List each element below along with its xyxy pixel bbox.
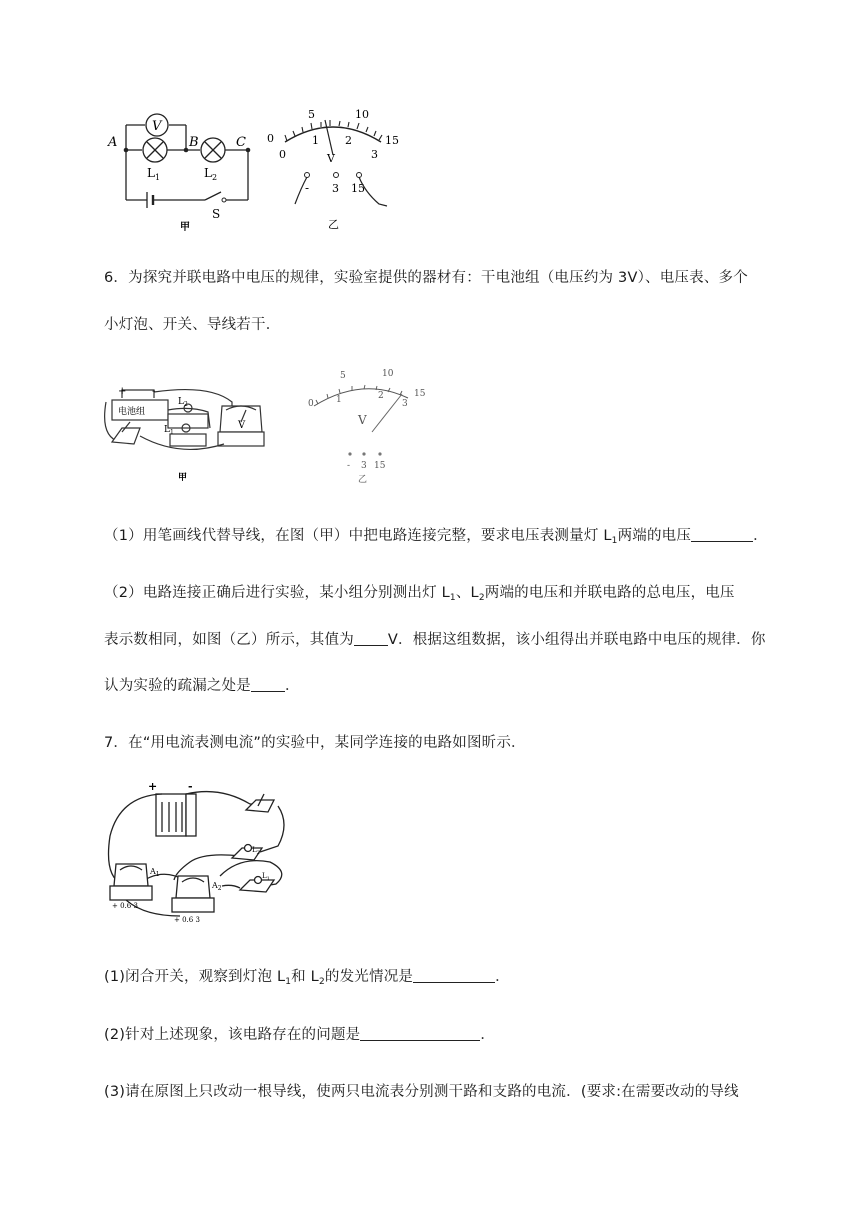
q7-ammeter-a1-label: $A_1$ [150, 867, 160, 878]
q6-caption-jia: 甲 [178, 473, 188, 483]
node-label-c: C [236, 135, 246, 150]
q7-intro: 7．在“用电流表测电流”的实验中，某同学连接的电路如图昕示． [104, 735, 526, 751]
q7-ammeter-a2-scale: + 0.6 3 [174, 916, 200, 924]
q7-circuit-photo [100, 776, 300, 926]
q6-terminal-15: 15 [374, 461, 386, 471]
voltmeter-symbol-label: V [152, 119, 162, 134]
lamp-l1-label: $L_1$ [147, 166, 161, 182]
lamp-l2-label: $L_2$ [204, 166, 218, 182]
q7-ammeter-a1-scale: + 0.6 3 [112, 902, 138, 910]
q6-intro-line2: 小灯泡、开关、导线若干． [104, 317, 281, 333]
dial-top-tick-5: 5 [308, 108, 315, 121]
switch-label: S [212, 207, 221, 221]
node-label-a: A [108, 135, 118, 150]
q7-lamp-l2-label: $L_2$ [252, 846, 260, 856]
q7-ammeter-a2-label: $A_2$ [212, 881, 222, 892]
terminal-15: 15 [351, 182, 365, 195]
q6-part1: （1）用笔画线代替导线，在图（甲）中把电路连接完整，要求电压表测量灯 $L_1$两端的电压 ． [104, 528, 768, 546]
caption-yi: 乙 [328, 218, 339, 231]
q6-dial-bottom-3: 3 [402, 399, 408, 409]
q7-battery-minus: - [188, 780, 193, 793]
q6-battery-plus: + [118, 386, 127, 397]
dial-unit-v: V [327, 152, 335, 165]
terminal-3: 3 [332, 182, 339, 195]
q7-part2: (2)针对上述现象，该电路存在的问题是 ． [104, 1027, 496, 1043]
q7-lamp-behavior-blank[interactable] [413, 968, 495, 983]
q6-dial-bottom-1: 1 [336, 395, 342, 405]
voltmeter-dial [267, 108, 399, 231]
q6-intro-line1: 6．为探究并联电路中电压的规律，实验室提供的器材有：干电池组（电压约为 3V）、电压表、多个 [104, 270, 748, 286]
q6-voltmeter-label: V [238, 420, 246, 431]
q7-part3: (3)请在原图上只改动一根导线，使两只电流表分别测干路和支路的电流．(要求:在需要改动的导线 [104, 1084, 739, 1100]
q6-part2-line3: 认为实验的疏漏之处是 ． [104, 678, 300, 694]
q6-battery-minus: - [152, 386, 156, 397]
q6-lamp-l2-label: $L_2$ [178, 397, 188, 408]
q6-dial-zero: 0 [308, 399, 314, 409]
q7-battery-plus: + [148, 780, 158, 793]
q7-part1: (1)闭合开关，观察到灯泡 $L_1$和 $L_2$的发光情况是 ． [104, 969, 510, 987]
q7-lamp-l1-label: $L_1$ [262, 872, 270, 882]
q6-dial-bottom-2: 2 [378, 391, 384, 401]
q6-terminal-minus: - [347, 461, 351, 471]
meter-needle [325, 120, 333, 155]
q6-figure [100, 362, 440, 492]
dial-bottom-zero: 0 [279, 148, 286, 161]
q7-circuit-problem-blank[interactable] [360, 1026, 480, 1041]
q6-voltmeter-dial [308, 369, 426, 485]
q6-dial-unit: V [358, 413, 367, 427]
q6-part2-line2: 表示数相同，如图（乙）所示，其值为 V．根据这组数据，该小组得出并联电路中电压的规律．你 [104, 632, 766, 648]
q6-caption-yi: 乙 [358, 475, 368, 485]
q6-dial-tick-5: 5 [340, 371, 346, 381]
q6-battery-label: 电池组 [118, 407, 146, 417]
dial-top-tick-10: 10 [355, 108, 369, 121]
q6-part2-line1: （2）电路连接正确后进行实验，某小组分别测出灯 $L_1$、$L_2$两端的电压和并联电路的总电压，电压 [104, 585, 735, 603]
terminal-minus: - [305, 181, 310, 195]
q6-dial-tick-15: 15 [414, 389, 426, 399]
top-figure [100, 100, 420, 235]
dial-bottom-tick-1: 1 [312, 134, 319, 147]
q6-terminal-3: 3 [361, 461, 367, 471]
q6-voltage-value-blank[interactable] [354, 631, 388, 646]
q6-part1-answer-blank[interactable] [691, 527, 753, 542]
dial-bottom-tick-3: 3 [371, 148, 378, 161]
dial-top-tick-15: 15 [385, 134, 399, 147]
caption-jia: 甲 [180, 222, 190, 233]
q6-lamp-l1-label: $L_1$ [164, 425, 174, 436]
dial-top-zero: 0 [267, 132, 274, 145]
series-circuit-diagram [126, 114, 248, 208]
q6-omission-blank[interactable] [251, 677, 285, 692]
q6-dial-tick-10: 10 [382, 369, 394, 379]
node-label-b: B [189, 135, 199, 150]
dial-bottom-tick-2: 2 [345, 134, 352, 147]
q6-meter-needle [372, 394, 402, 432]
